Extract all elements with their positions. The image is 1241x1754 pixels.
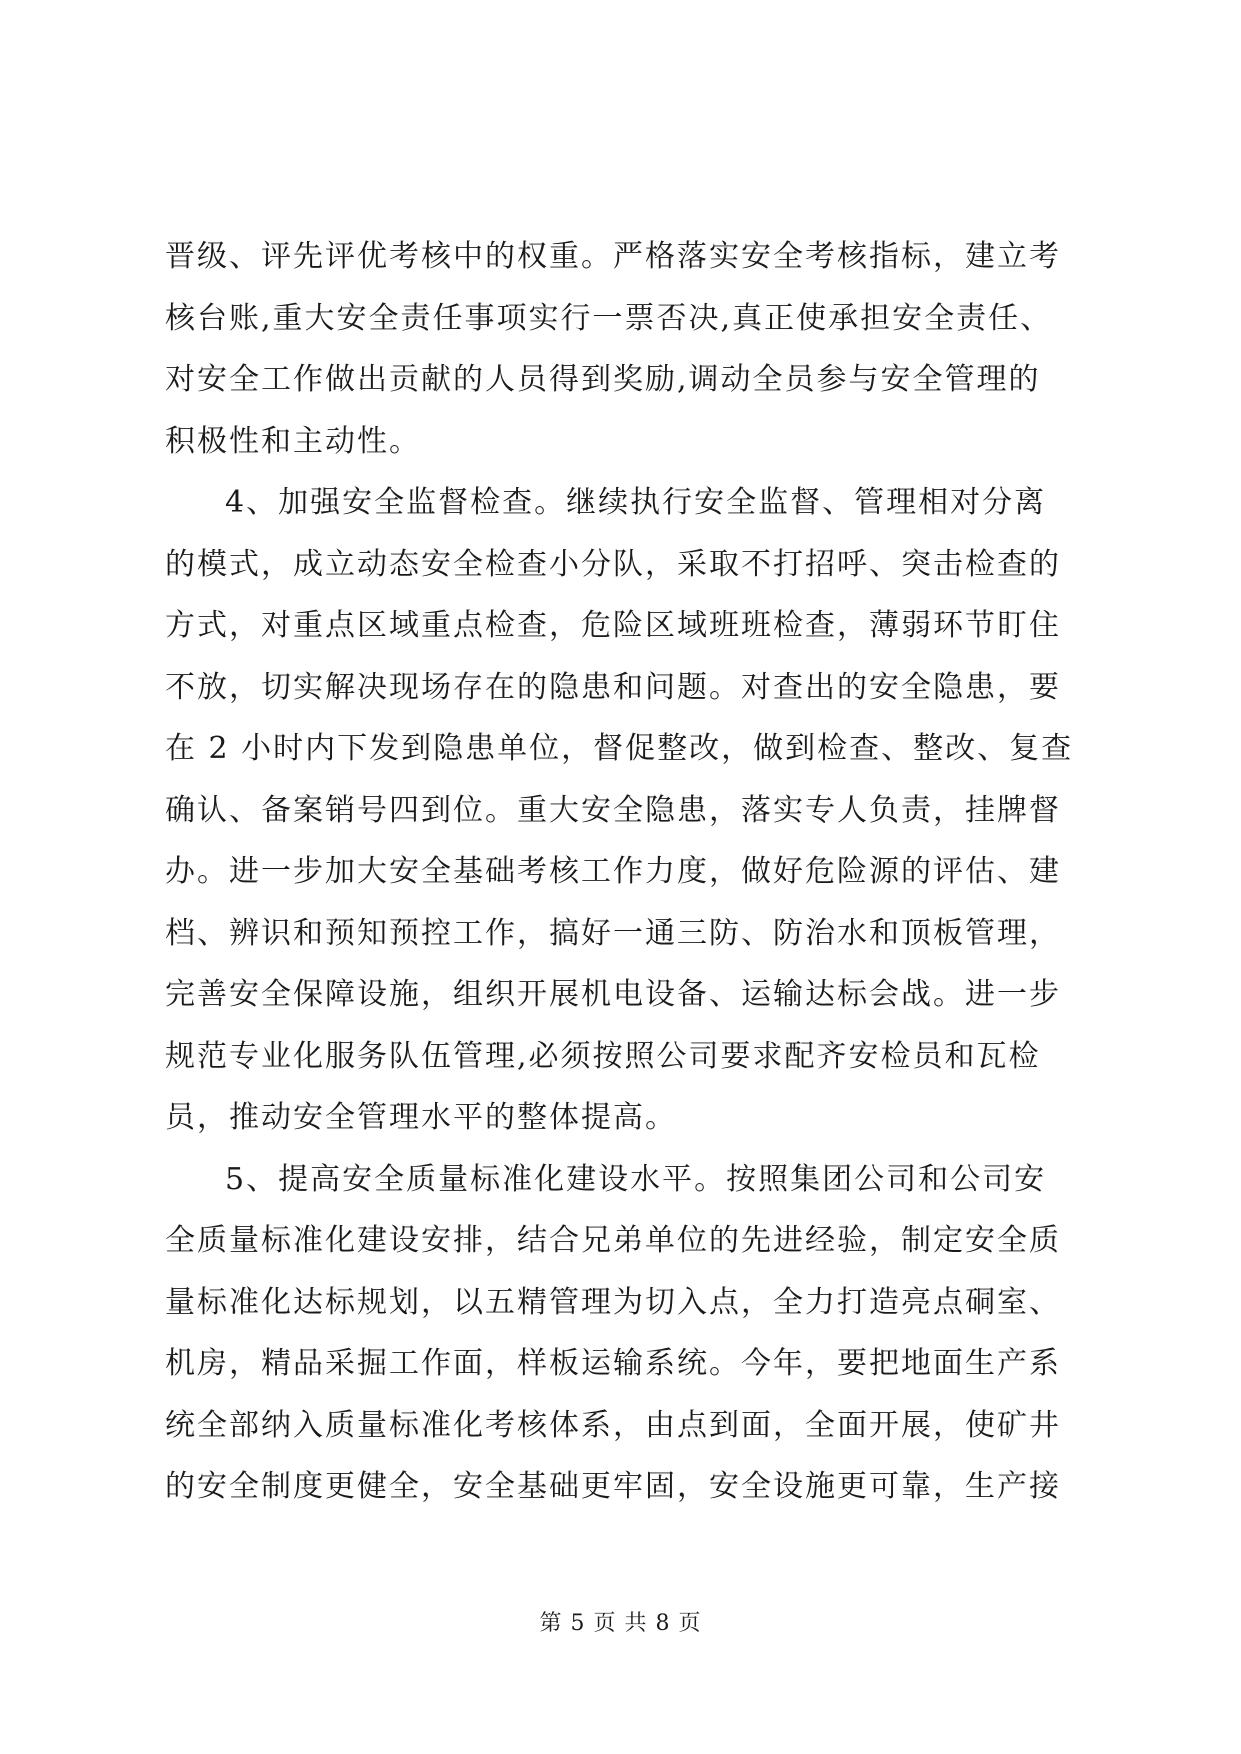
paragraph-line: 员，推动安全管理水平的整体提高。: [165, 1100, 677, 1135]
paragraph-line: 方式，对重点区域重点检查，危险区域班班检查，薄弱环节盯住: [165, 608, 1061, 643]
document-body: [165, 226, 1085, 1518]
page-number-footer: 第 5 页 共 8 页: [539, 1611, 702, 1636]
paragraph-line: 机房，精品采掘工作面，样板运输系统。今年，要把地面生产系: [165, 1346, 1061, 1381]
paragraph-line: 确认、备案销号四到位。重大安全隐患，落实专人负责，挂牌督: [165, 792, 1061, 828]
paragraph-line: 规范专业化服务队伍管理,必须按照公司要求配齐安检员和瓦检: [165, 1038, 1041, 1074]
paragraph-line: 量标准化达标规划，以五精管理为切入点，全力打造亮点硐室、: [165, 1284, 1061, 1320]
paragraph-line: 5、提高安全质量标准化建设水平。按照集团公司和公司安: [225, 1161, 1047, 1197]
paragraph-line: 4、加强安全监督检查。继续执行安全监督、管理相对分离: [225, 485, 1047, 520]
paragraph-line: 档、辨识和预知预控工作，搞好一通三防、防治水和顶板管理，: [165, 915, 1061, 951]
paragraph-line: 统全部纳入质量标准化考核体系，由点到面，全面开展，使矿井: [165, 1407, 1061, 1443]
paragraph-line: 全质量标准化建设安排，结合兄弟单位的先进经验，制定安全质: [165, 1223, 1061, 1258]
paragraph-line: 对安全工作做出贡献的人员得到奖励,调动全员参与安全管理的: [165, 362, 1041, 397]
paragraph-line: 核台账,重大安全责任事项实行一票否决,真正使承担安全责任、: [165, 300, 1053, 336]
paragraph-line: 不放，切实解决现场存在的隐患和问题。对查出的安全隐患，要: [165, 669, 1061, 705]
paragraph-line: 晋级、评先评优考核中的权重。严格落实安全考核指标，建立考: [165, 239, 1061, 274]
paragraph-line: 办。进一步加大安全基础考核工作力度，做好危险源的评估、建: [165, 854, 1061, 889]
paragraph-line: 的安全制度更健全，安全基础更牢固，安全设施更可靠，生产接: [165, 1469, 1061, 1504]
paragraph-line: 积极性和主动性。: [165, 423, 421, 459]
paragraph-line: 的模式，成立动态安全检查小分队，采取不打招呼、突击检查的: [165, 546, 1061, 582]
paragraph-line: 完善安全保障设施，组织开展机电设备、运输达标会战。进一步: [165, 977, 1061, 1012]
paragraph-line: 在 2 小时内下发到隐患单位，督促整改，做到检查、整改、复查: [165, 731, 1074, 766]
